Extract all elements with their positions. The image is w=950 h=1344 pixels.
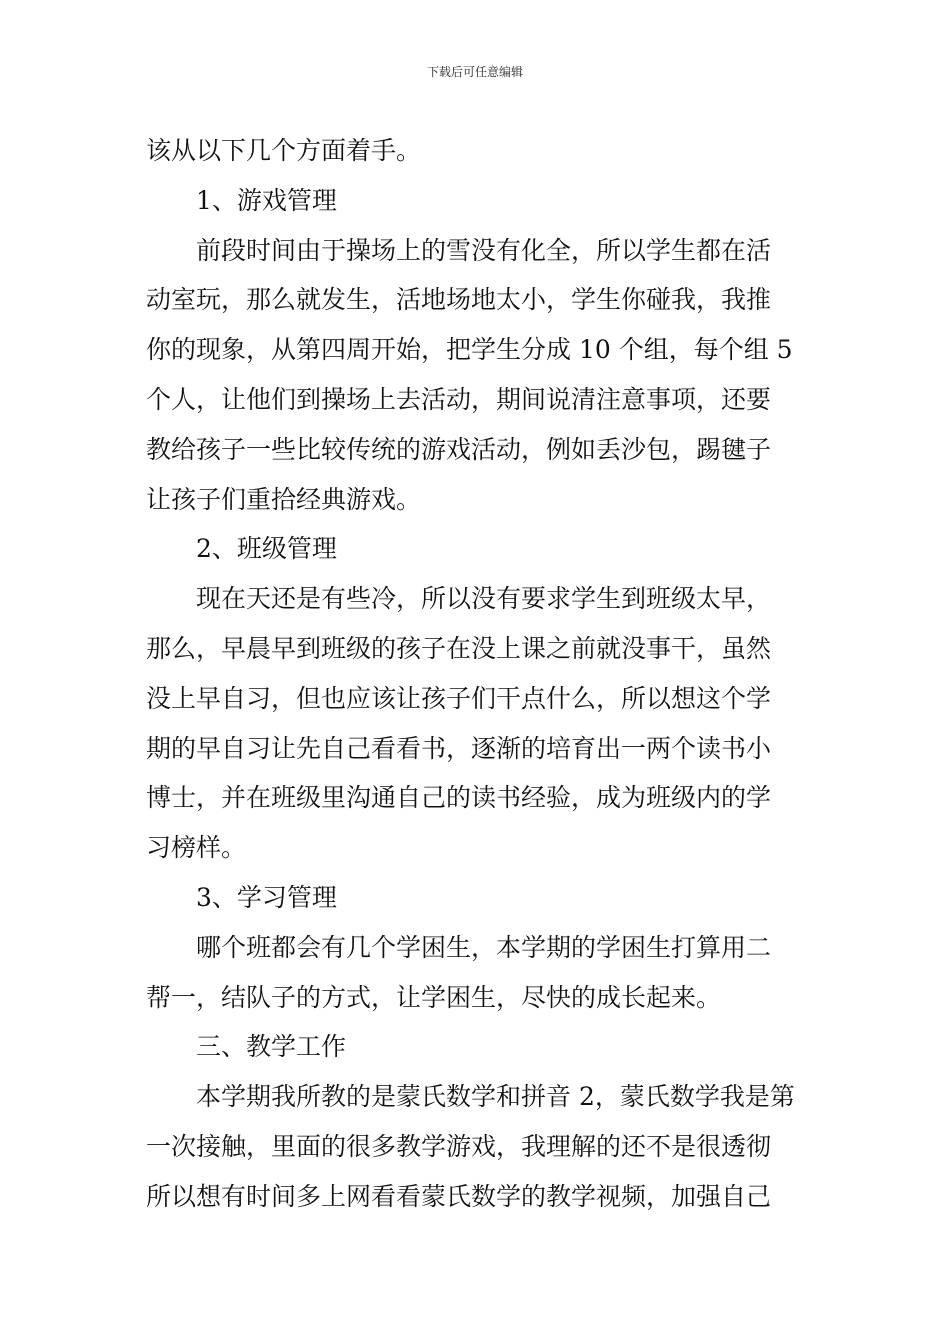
- section-heading: 3、学习管理: [196, 882, 337, 912]
- text-line: 所以想有时间多上网看看蒙氏数学的教学视频，加强自己: [146, 1181, 772, 1211]
- text-line: 动室玩，那么就发生，活地场地太小，学生你碰我，我推: [146, 285, 772, 315]
- text-line: 一次接触，里面的很多教学游戏，我理解的还不是很透彻: [146, 1131, 772, 1161]
- text-line: 现在天还是有些冷，所以没有要求学生到班级太早，: [196, 584, 772, 614]
- text-line: 那么，早晨早到班级的孩子在没上课之前就没事干，虽然: [146, 633, 772, 663]
- text-line: 期的早自习让先自己看看书，逐渐的培育出一两个读书小: [146, 733, 772, 763]
- text-line: 没上早自习，但也应该让孩子们干点什么，所以想这个学: [146, 683, 772, 713]
- text-line: 前段时间由于操场上的雪没有化全，所以学生都在活: [196, 235, 772, 265]
- text-line: 哪个班都会有几个学困生，本学期的学困生打算用二: [196, 932, 772, 962]
- text-line: 帮一，结队子的方式，让学困生，尽快的成长起来。: [146, 982, 722, 1012]
- page-header: 下载后可任意编辑: [426, 65, 523, 79]
- text-line: 让孩子们重拾经典游戏。: [146, 484, 422, 514]
- section-heading: 2、班级管理: [196, 534, 337, 564]
- text-line: 个人，让他们到操场上去活动，期间说清注意事项，还要: [146, 384, 772, 414]
- text-line: 该从以下几个方面着手。: [146, 136, 422, 165]
- text-line: 你的现象，从第四周开始，把学生分成 10 个组，每个组 5: [146, 335, 793, 365]
- text-line: 本学期我所教的是蒙氏数学和拼音 2，蒙氏数学我是第: [196, 1082, 795, 1112]
- text-line: 博士，并在班级里沟通自己的读书经验，成为班级内的学: [146, 783, 772, 813]
- section-heading: 1、游戏管理: [196, 185, 337, 215]
- text-line: 教给孩子一些比较传统的游戏活动，例如丢沙包，踢毽子: [146, 434, 772, 464]
- section-heading: 三、教学工作: [196, 1032, 347, 1062]
- text-line: 习榜样。: [146, 833, 247, 863]
- document-body: [146, 126, 810, 1222]
